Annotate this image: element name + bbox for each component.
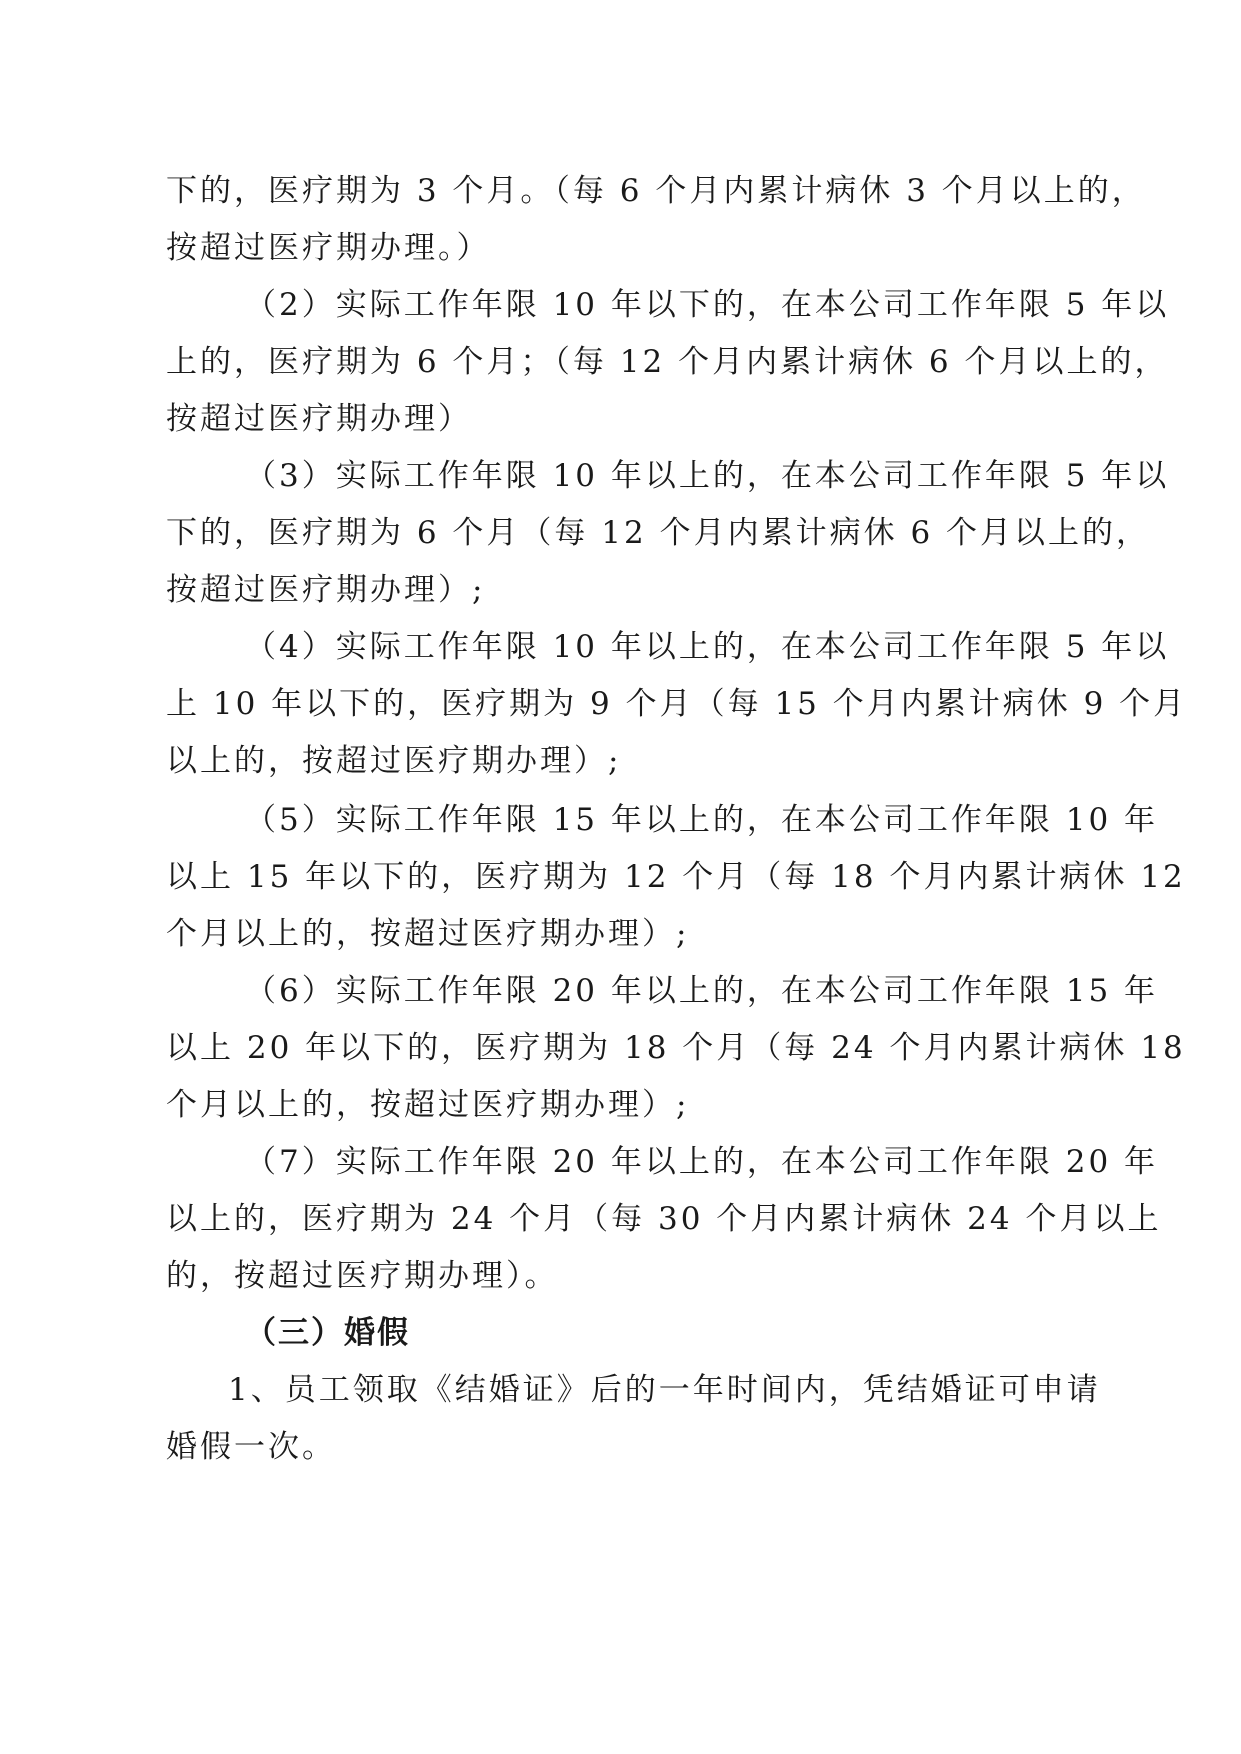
text-line: （5）实际工作年限 15 年以上的，在本公司工作年限 10 年 <box>245 802 1159 838</box>
text-line: （7）实际工作年限 20 年以上的，在本公司工作年限 20 年 <box>245 1144 1159 1180</box>
text-line: （2）实际工作年限 10 年以下的，在本公司工作年限 5 年以 <box>245 287 1170 323</box>
text-line: 以上的，按超过医疗期办理）; <box>166 743 622 779</box>
text-line: 以上 15 年以下的，医疗期为 12 个月（每 18 个月内累计病休 12 <box>166 859 1186 895</box>
text-line: 婚假一次。 <box>166 1429 336 1465</box>
text-line: 按超过医疗期办理。） <box>166 230 491 266</box>
text-line: 以上 20 年以下的，医疗期为 18 个月（每 24 个月内累计病休 18 <box>166 1030 1186 1066</box>
text-line: 个月以上的，按超过医疗期办理）; <box>166 916 690 952</box>
text-line: 以上的，医疗期为 24 个月（每 30 个月内累计病休 24 个月以上 <box>166 1201 1162 1237</box>
text-line: 下的，医疗期为 6 个月（每 12 个月内累计病休 6 个月以上的， <box>166 515 1151 551</box>
text-line: 1、员工领取《结婚证》后的一年时间内，凭结婚证可申请 <box>228 1372 1101 1408</box>
text-line: （6）实际工作年限 20 年以上的，在本公司工作年限 15 年 <box>245 973 1159 1009</box>
text-line: （3）实际工作年限 10 年以上的，在本公司工作年限 5 年以 <box>245 458 1170 494</box>
text-line: （4）实际工作年限 10 年以上的，在本公司工作年限 5 年以 <box>245 629 1170 665</box>
text-line: 的，按超过医疗期办理）。 <box>166 1258 559 1294</box>
text-line: 个月以上的，按超过医疗期办理）; <box>166 1087 690 1123</box>
text-line: 上的，医疗期为 6 个月；（每 12 个月内累计病休 6 个月以上的， <box>166 344 1169 380</box>
text-line: 上 10 年以下的，医疗期为 9 个月（每 15 个月内累计病休 9 个月 <box>166 686 1188 722</box>
section-heading: （三）婚假 <box>245 1315 410 1351</box>
text-line: 下的，医疗期为 3 个月。（每 6 个月内累计病休 3 个月以上的， <box>166 173 1146 209</box>
text-line: 按超过医疗期办理） <box>166 401 472 437</box>
text-line: 按超过医疗期办理）; <box>166 572 486 608</box>
